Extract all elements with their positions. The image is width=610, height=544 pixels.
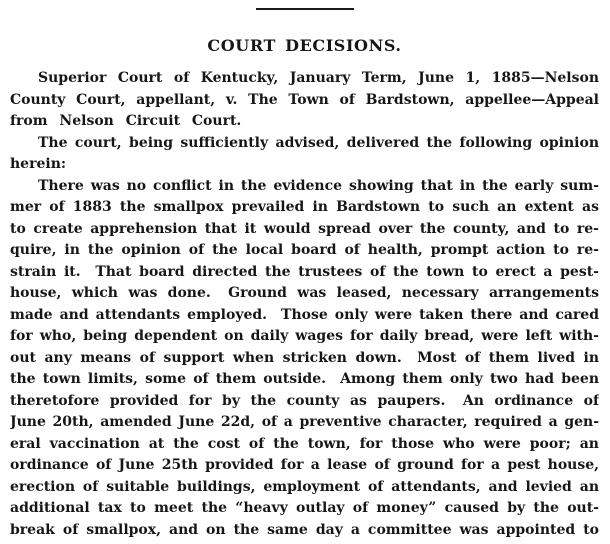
paragraph <box>10 176 599 542</box>
text-line: the town limits, some of them outside. Among them only two had been <box>10 371 599 387</box>
text-line: out any means of support when stricken down. Most of them lived in <box>10 349 599 366</box>
text-line: mer of 1883 the smallpox prevailed in Bardstown to such an extent as <box>10 199 599 215</box>
text-line: Superior Court of Kentucky, January Term, June 1, 1885—Nelson <box>38 70 599 86</box>
text-line: for who, being dependent on daily wages for daily bread, were left with- <box>10 328 599 344</box>
text-line: strain it. That board directed the trustees of the town to erect a pest- <box>10 263 599 280</box>
body-text <box>10 68 599 541</box>
text-line: theretofore provided for by the county as paupers. An ordinance of <box>10 392 599 409</box>
text-line: house, which was done. Ground was leased, necessary arrangements <box>10 285 599 301</box>
paragraph <box>10 133 599 176</box>
text-line: erection of suitable buildings, employment of attendants, and levied an <box>10 478 599 495</box>
text-line: made and attendants employed. Those only were taken there and cared <box>10 306 599 323</box>
text-line: eral vaccination at the cost of the town, for those who were poor; an <box>10 435 599 452</box>
text-line: from Nelson Circuit Court. <box>10 113 242 129</box>
text-line: additional tax to meet the “heavy outlay of money” caused by the out- <box>10 500 599 516</box>
text-line: County Court, appellant, v. The Town of Bardstown, appellee—Appeal <box>10 91 599 108</box>
text-line: The court, being sufficiently advised, delivered the following opinion <box>38 134 599 151</box>
paragraph <box>10 68 599 133</box>
text-line: break of smallpox, and on the same day a committee was appointed to <box>10 521 599 538</box>
section-divider-rule <box>256 8 354 10</box>
text-line: herein: <box>10 156 67 172</box>
text-line: June 20th, amended June 22d, of a preventive character, required a gen- <box>10 414 599 430</box>
text-line: There was no conflict in the evidence showing that in the early sum- <box>38 177 599 194</box>
text-line: to create apprehension that it would spread over the county, and to re- <box>10 220 599 237</box>
document-page <box>0 8 610 544</box>
text-line: ordinance of June 25th provided for a lease of ground for a pest house, <box>10 457 599 473</box>
section-heading: COURT DECISIONS. <box>207 36 402 55</box>
text-line: quire, in the opinion of the local board of health, prompt action to re- <box>10 242 599 258</box>
